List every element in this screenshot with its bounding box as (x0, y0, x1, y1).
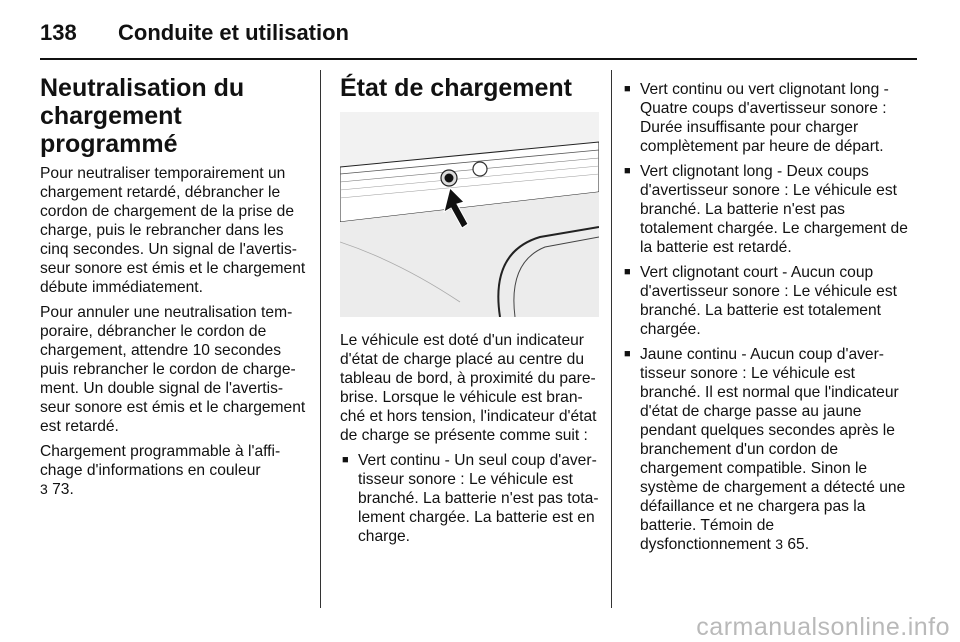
list-item (622, 345, 908, 554)
page-reference-icon: 3 (775, 536, 784, 552)
column-2 (340, 74, 602, 552)
column-1 (40, 74, 308, 505)
charge-state-intro: Le véhicule est doté d'un indicateur d'état de charge placé au centre du tableau de bord, à proximité du pare-brise. Lorsque le véhicule est branché et hors tension, l'indicateur d'état de charge se présente comme suit : (340, 332, 597, 444)
charge-state-list-part-2 (622, 80, 908, 554)
paragraph-1: Pour neutraliser temporairement un chargement retardé, débrancher le cordon de chargement de la prise de charge, puis le rebrancher dans les cinq secondes. Un signal de l'avertisseur sonore est émis et le chargement débute immédiatement. (40, 165, 306, 296)
list-item: ■ Vert clignotant court - Aucun coup d'avertisseur sonore : Le véhicule est branché. La batterie est totalement chargée. (622, 263, 908, 339)
section-heading-etat-chargement: État de chargement (340, 74, 573, 102)
section-title: Conduite et utilisation (118, 20, 349, 45)
list-item-text: Jaune continu - Aucun coup d'avertisseur sonore : Le véhicule est branché. Il est normal que l'indicateur d'état de charge passe au jaune pendant quelques secondes après le branchement d'un cordon de chargement compatible. Sinon le système de chargement a détecté une défaillance et ne chargera pas la batterie. Témoin de dysfonctionnement (640, 346, 906, 553)
watermark: carmanualsonline.info (696, 613, 950, 641)
page-reference-link[interactable]: 65. (783, 536, 810, 553)
page-header (40, 14, 920, 50)
column-divider-1 (320, 70, 321, 608)
column-divider-2 (611, 70, 612, 608)
page-number: 138 (40, 20, 77, 45)
charge-indicator-illustration (340, 112, 599, 317)
column-3 (622, 80, 908, 560)
page-reference-link[interactable]: 73. (47, 481, 74, 498)
section-heading-neutralisation: Neutralisation du chargement programmé (40, 74, 245, 158)
paragraph-3-text: Chargement programmable à l'affichage d'informations en couleur (40, 443, 281, 479)
list-item: ■ Vert continu - Un seul coup d'avertisseur sonore : Le véhicule est branché. La batterie n'est pas totalement chargée. La batterie est en charge. (340, 451, 602, 546)
list-item: ■ Vert clignotant long - Deux coups d'avertisseur sonore : Le véhicule est branché. La batterie n'est pas totalement chargée. Le chargement de la batterie est retardé. (622, 162, 908, 257)
list-item: ■ Vert continu ou vert clignotant long - Quatre coups d'avertisseur sonore : Durée insuffisante pour charger complètement par heure de départ. (622, 80, 908, 156)
header-rule (40, 58, 917, 60)
page-reference-icon: 3 (40, 481, 48, 497)
charge-state-list-part-1 (340, 451, 602, 546)
paragraph-3 (40, 442, 308, 499)
paragraph-2: Pour annuler une neutralisation temporaire, débrancher le cordon de chargement, attendre 10 secondes puis rebrancher le cordon de chargement. Un double signal de l'avertisseur sonore est émis et le chargement est retardé. (40, 304, 306, 435)
